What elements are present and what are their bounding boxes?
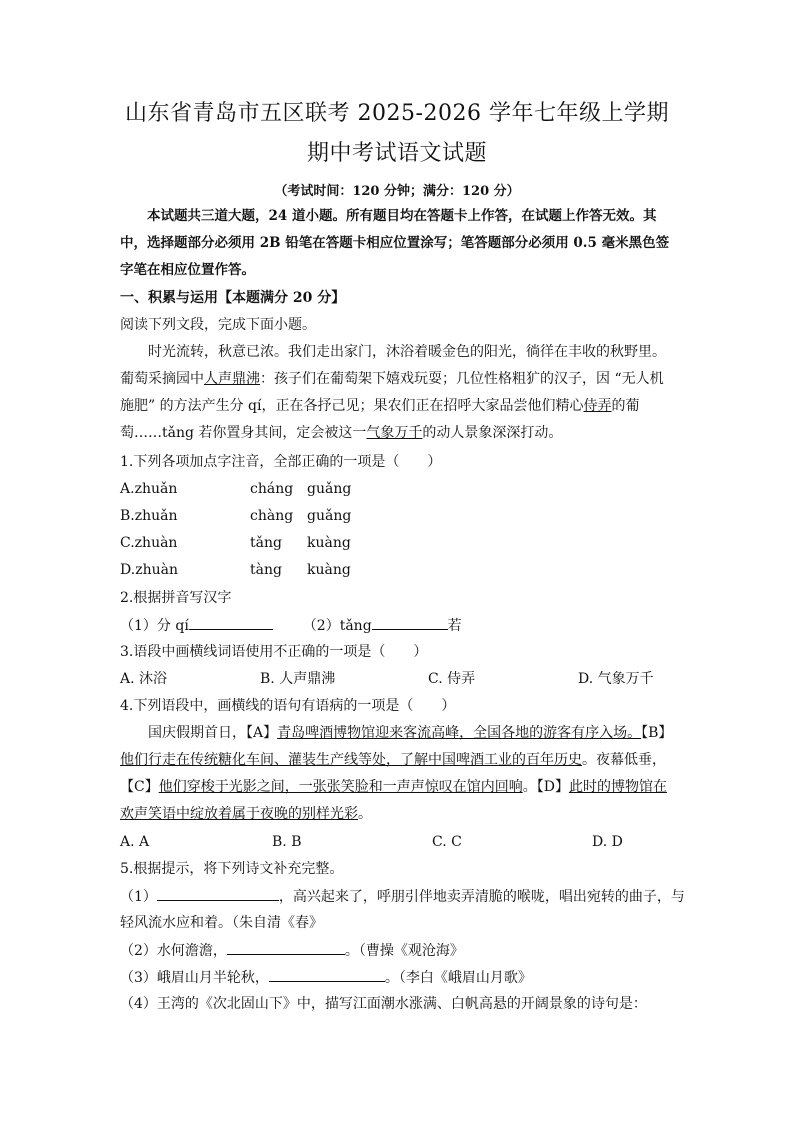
exam-info: （考试时间：120 分钟；满分：120 分）: [274, 184, 520, 199]
q4-options: [120, 832, 623, 852]
q3-option-d[interactable]: D. 气象万千: [578, 671, 654, 687]
underlined-word: 人声鼎沸: [204, 371, 260, 387]
passage-line: [148, 342, 666, 362]
underlined-sentence: 此时的博物馆在: [568, 779, 667, 795]
underlined-word: 侍弄: [583, 398, 612, 414]
passage-text: 时光流转，秋意已浓。我们走出家门，沐浴着暖金色的阳光，徜徉在丰收的秋野里。: [148, 344, 666, 360]
underlined-sentence: 欢声笑语中绽放着属于夜晚的别样光彩: [120, 806, 358, 822]
q5-item-1-cont: 轻风流水应和着。（朱自清《春》: [120, 915, 323, 931]
answer-blank[interactable]: [372, 615, 448, 630]
passage-text: 。: [358, 806, 372, 822]
q3-option-b[interactable]: B. 人声鼎沸: [260, 671, 336, 687]
passage-line: [120, 369, 664, 389]
q4-passage-line: [120, 750, 666, 770]
answer-blank[interactable]: [269, 967, 385, 982]
pinyin: tǎng: [250, 535, 282, 551]
question-5-stem: 5.根据提示，将下列诗文补充完整。: [120, 861, 344, 877]
passage-text: 【B】: [641, 725, 673, 741]
passage-text: 。【D】: [522, 779, 569, 795]
question-1-stem: 1.下列各项加点字注音，全部正确的一项是（ ）: [120, 454, 442, 470]
pinyin: zhuǎn: [134, 481, 178, 497]
passage-text: 葡萄采摘园中: [120, 371, 204, 387]
item-label: （1）: [120, 889, 157, 905]
item-text: 。（李白《峨眉山月歌》: [384, 970, 532, 986]
item-text: 。（曹操《观沧海》: [344, 943, 464, 959]
pinyin: guǎng: [307, 508, 352, 524]
passage-line: [120, 396, 640, 416]
passage-text: 【C】: [120, 779, 159, 795]
q1-option-b[interactable]: [120, 506, 351, 526]
q3-option-c[interactable]: C. 侍弄: [428, 671, 476, 687]
exam-title-line1: 山东省青岛市五区联考 2025-2026 学年七年级上学期: [125, 101, 669, 126]
q4-passage-line: [148, 723, 672, 743]
q4-passage-line: [120, 777, 667, 797]
read-prompt: 阅读下列文段，完成下面小题。: [120, 317, 316, 333]
pinyin: zhuàn: [135, 562, 178, 578]
q3-options: [120, 669, 654, 689]
pinyin: zhuǎn: [134, 508, 178, 524]
underlined-word: 气象万千: [366, 425, 423, 441]
q4-option-a[interactable]: A. A: [120, 834, 150, 850]
item-text: ，高兴起来了，呼朋引伴地卖弄清脆的喉咙，唱出宛转的曲子，与: [278, 889, 685, 905]
underlined-sentence: 他们行走在传统糖化车间、灌装生产线等处，了解中国啤酒工业的百年历史: [120, 752, 582, 768]
question-4-stem: 4.下列语段中，画横线的语句有语病的一项是（ ）: [120, 698, 456, 714]
blank-tail: 若: [447, 618, 462, 634]
passage-text: 国庆假期首日，【A】: [148, 725, 278, 741]
answer-blank[interactable]: [227, 940, 345, 955]
q3-option-a[interactable]: A. 沐浴: [120, 671, 168, 687]
q5-item-3: [120, 967, 532, 988]
pinyin: zhuàn: [134, 535, 178, 551]
passage-text: ：孩子们在葡萄架下嬉戏玩耍；几位性格粗犷的汉子，因 “无人机: [260, 371, 664, 387]
blank-label: （1）分 qí: [120, 618, 189, 634]
question-2-stem: 2.根据拼音写汉字: [120, 590, 232, 606]
q1-option-d[interactable]: [120, 560, 351, 580]
q5-item-2: [120, 940, 464, 961]
question-3-stem: 3.语段中画横线词语使用不正确的一项是（ ）: [120, 644, 428, 660]
q4-option-c[interactable]: C. C: [432, 834, 462, 850]
passage-line: [120, 423, 562, 443]
option-label: C.: [120, 535, 135, 551]
pinyin: tàng: [250, 562, 282, 578]
passage-text: 。夜幕低垂，: [582, 752, 666, 768]
q1-option-c[interactable]: [120, 533, 351, 553]
passage-text: 的葡: [611, 398, 640, 414]
answer-blank[interactable]: [189, 615, 273, 630]
pinyin: kuàng: [307, 562, 351, 578]
answer-blank[interactable]: [157, 886, 279, 901]
item-text: （3）峨眉山月半轮秋，: [120, 970, 269, 986]
section-heading: 一、积累与运用【本题满分 20 分】: [120, 290, 346, 306]
item-text: （2）水何澹澹，: [120, 943, 227, 959]
underlined-sentence: 青岛啤酒博物馆迎来客流高峰，全国各地的游客有序入场。: [277, 725, 642, 741]
pinyin: guǎng: [307, 481, 352, 497]
pinyin: kuàng: [307, 535, 351, 551]
q5-item-4: （4）王湾的《次北固山下》中，描写江面潮水涨满、白帆高悬的开阔景象的诗句是：: [120, 996, 647, 1012]
q4-passage-line: [120, 804, 372, 824]
blank-label: （2）tǎng: [302, 618, 372, 634]
option-label: A.: [120, 481, 135, 497]
q4-option-b[interactable]: B. B: [272, 834, 302, 850]
exam-title-line2: 期中考试语文试题: [306, 141, 487, 166]
option-label: D.: [120, 562, 136, 578]
passage-text: 施肥” 的方法产生分 qí，正在各抒己见；果农们正在招呼大家品尝他们精心: [120, 398, 584, 414]
underlined-sentence: 他们穿梭于光影之间，一张张笑脸和一声声惊叹在馆内回响: [158, 779, 523, 795]
q2-answer-line: [120, 615, 462, 636]
q4-option-d[interactable]: D. D: [592, 834, 623, 850]
passage-text: 的动人景象深深打动。: [422, 425, 563, 441]
option-label: B.: [120, 508, 135, 524]
pinyin: chàng: [250, 508, 294, 524]
passage-text: 萄……tǎng 若你置身其间，定会被这一: [120, 425, 367, 441]
instructions: 本试题共三道大题，24 道小题。所有题目均在答题卡上作答，在试题上作答无效。其中，选择题部分必须用 2B 铅笔在答题卡相应位置涂写；笔答题部分必须用 0.5 毫米黑色签字笔在相应位置作答。: [120, 208, 670, 278]
q5-item-1: [120, 886, 685, 907]
q1-option-a[interactable]: [120, 479, 351, 499]
pinyin: cháng: [250, 481, 294, 497]
